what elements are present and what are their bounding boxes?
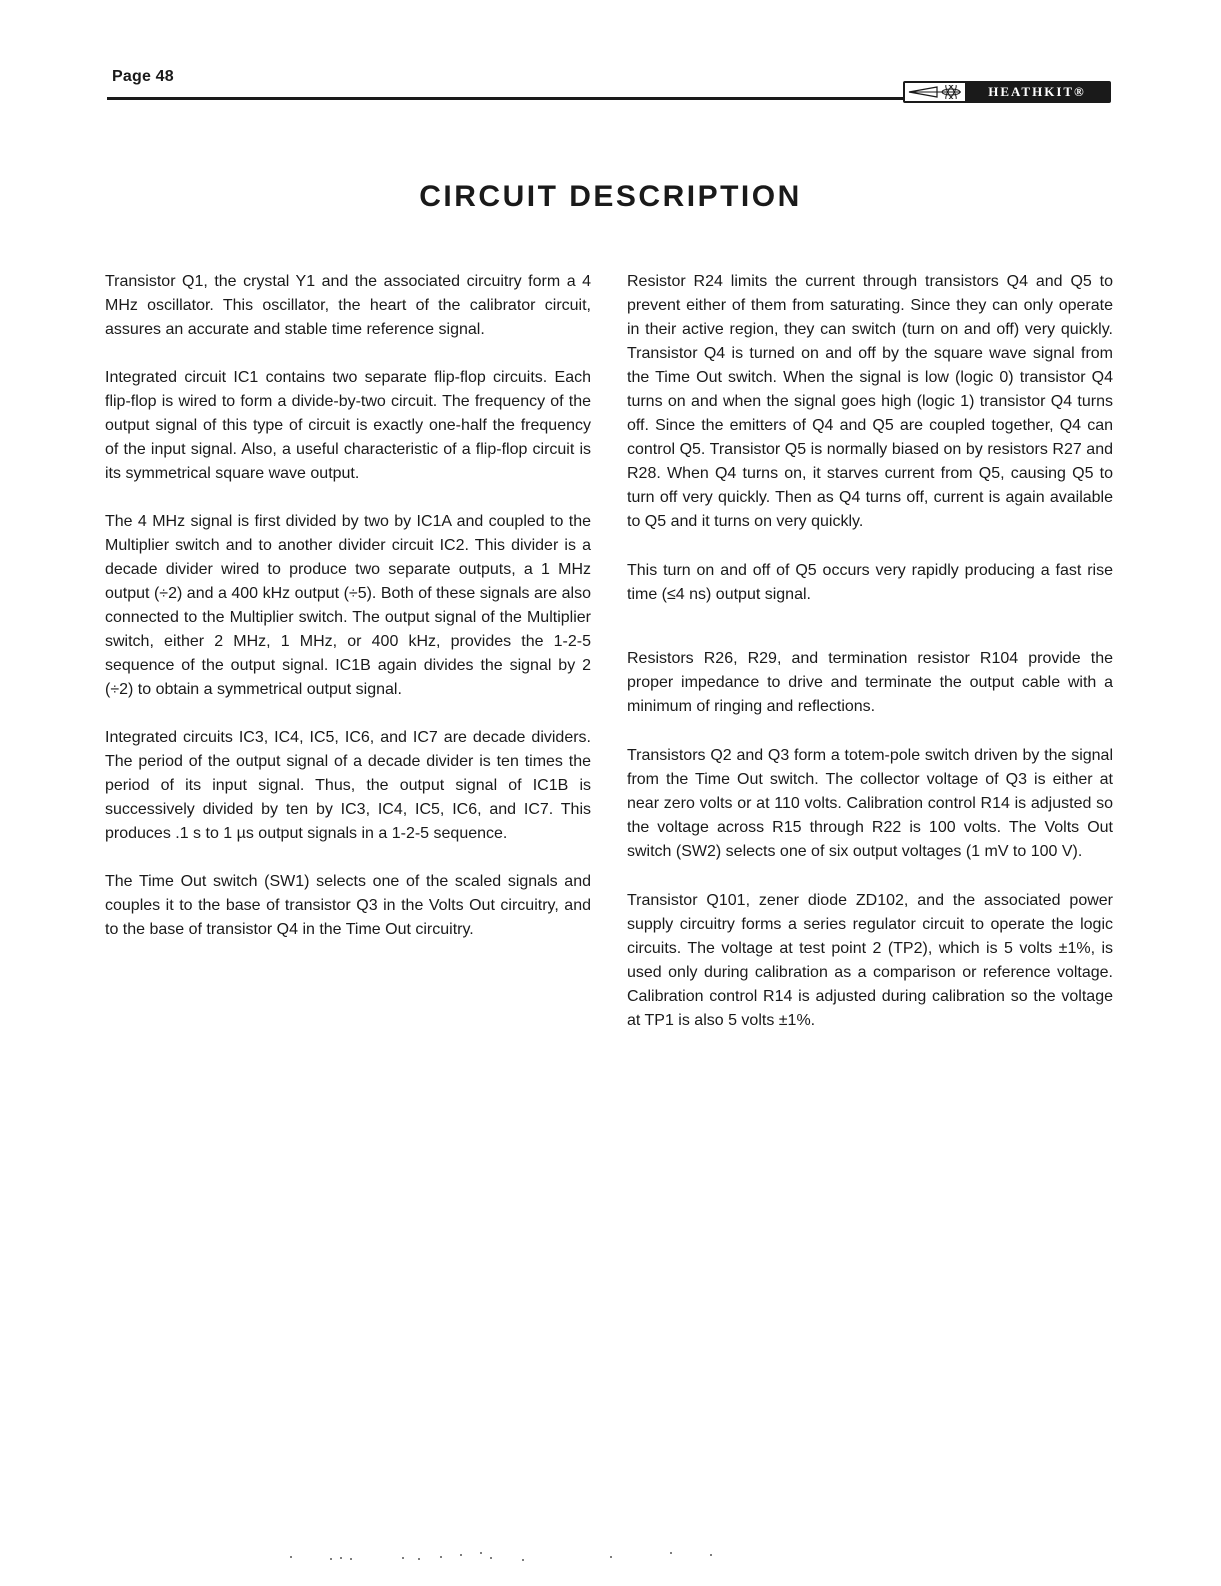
paragraph-flip-flop: Integrated circuit IC1 contains two separate flip-flop circuits. Each flip-flop is wired to form a divide-by-two circuit. The frequency of the output signal of this type of circuit is exactly one-half the frequency of the input signal. Also, a useful characteristic of a flip-flop circuit is its symmetrical square wave output.: [105, 369, 591, 482]
page-title: CIRCUIT DESCRIPTION: [419, 180, 802, 213]
right-column: [627, 270, 1113, 1057]
left-column: [105, 270, 591, 966]
scan-specks: [290, 1548, 730, 1568]
paragraph-regulator: Transistor Q101, zener diode ZD102, and the associated power supply circuitry forms a series regulator circuit to operate the logic circuits. The voltage at test point 2 (TP2), which is 5 volts ±1%, is used only during calibration as a comparison or reference voltage. Calibration control R14 is adjusted during calibration so the voltage at TP1 is also 5 volts ±1%.: [627, 892, 1113, 1029]
paragraph-decade-dividers: Integrated circuits IC3, IC4, IC5, IC6, and IC7 are decade dividers. The period of the output signal of a decade divider is ten times the period of its input signal. Thus, the output signal of IC1B is successively divided by ten by IC3, IC4, IC5, IC6, and IC7. This produces .1 s to 1 µs output signals in a 1-2-5 sequence.: [105, 729, 591, 842]
heathkit-logo: [903, 81, 1111, 103]
paragraph-time-out-switch: The Time Out switch (SW1) selects one of the scaled signals and couples it to the base of transistor Q3 in the Volts Out circuitry, and to the base of transistor Q4 in the Time Out circuitry.: [105, 873, 591, 938]
paragraph-r24: Resistor R24 limits the current through transistors Q4 and Q5 to prevent either of them from saturating. Since they can only operate in their active region, they can switch (turn on and off) very quickly. Transistor Q4 is turned on and off by the square wave signal from the Time Out switch. When the signal is low (logic 0) transistor Q4 turns on and when the signal goes high (logic 1) transistor Q4 turns off. Since the emitters of Q4 and Q5 are coupled together, Q4 can control Q5. Transistor Q5 is normally biased on by resistors R27 and R28. When Q4 turns on, it starves current from Q5, causing Q5 to turn off very quickly. Then as Q4 turns off, current is again available to Q5 and it turns on very quickly.: [627, 273, 1113, 530]
paragraph-divider: The 4 MHz signal is first divided by two by IC1A and coupled to the Multiplier switch and to another divider circuit IC2. This divider is a decade divider wired to produce two separate outputs, a 1 MHz output (÷2) and a 400 kHz output (÷5). Both of these signals are also connected to the Multiplier switch. The output signal of the Multiplier switch, either 2 MHz, 1 MHz, or 400 kHz, provides the 1-2-5 sequence of the output signal. IC1B again divides the signal by 2 (÷2) to obtain a symmetrical output signal.: [105, 513, 591, 698]
logo-text: HEATHKIT®: [988, 84, 1086, 99]
atom-arrow-icon: [905, 83, 965, 101]
paragraph-oscillator: Transistor Q1, the crystal Y1 and the associated circuitry form a 4 MHz oscillator. This oscillator, the heart of the calibrator circuit, assures an accurate and stable time reference signal.: [105, 273, 591, 338]
page-number: Page 48: [112, 68, 174, 85]
paragraph-rise-time: This turn on and off of Q5 occurs very rapidly producing a fast rise time (≤4 ns) output signal.: [627, 562, 1113, 603]
header-rule: [107, 97, 905, 100]
paragraph-termination: Resistors R26, R29, and termination resistor R104 provide the proper impedance to drive and terminate the output cable with a minimum of ringing and reflections.: [627, 650, 1113, 715]
paragraph-totem-pole: Transistors Q2 and Q3 form a totem-pole switch driven by the signal from the Time Out switch. The collector voltage of Q3 is either at near zero volts or at 110 volts. Calibration control R14 is adjusted so the voltage across R15 through R22 is 100 volts. The Volts Out switch (SW2) selects one of six output voltages (1 mV to 100 V).: [627, 747, 1113, 860]
